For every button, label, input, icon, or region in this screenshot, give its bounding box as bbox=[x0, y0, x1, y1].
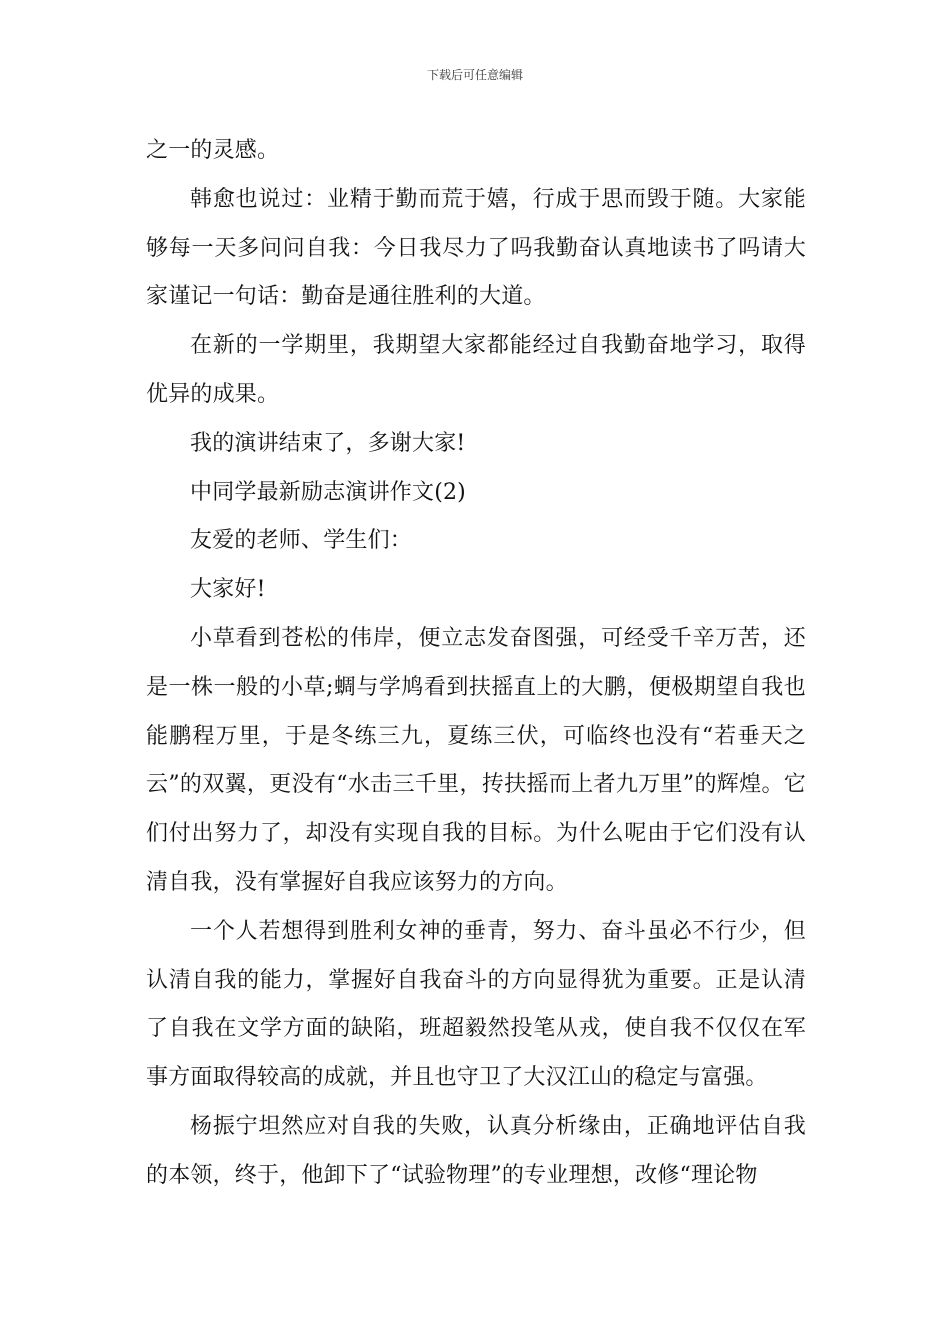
paragraph: 韩愈也说过：业精于勤而荒于嬉，行成于思而毁于随。大家能够每一天多问问自我：今日我尽力了吗我勤奋认真地读书了吗请大家谨记一句话：勤奋是通往胜利的大道。 bbox=[146, 186, 806, 310]
greeting: 大家好! bbox=[190, 577, 266, 603]
page-header: 下载后可任意编辑 bbox=[426, 68, 523, 82]
paragraph: 小草看到苍松的伟岸，便立志发奋图强，可经受千辛万苦，还是一株一般的小草;蜩与学鸠看到扶摇直上的大鹏，便极期望自我也能鹏程万里，于是冬练三九，夏练三伏，可临终也没有“若垂天之云”的双翼，更没有“水击三千里，抟扶摇而上者九万里”的辉煌。它们付出努力了，却没有实现自我的目标。为什么呢由于它们没有认清自我，没有掌握好自我应该努力的方向。 bbox=[146, 625, 806, 895]
paragraph: 我的演讲结束了，多谢大家! bbox=[190, 430, 466, 456]
document-body bbox=[146, 127, 806, 1201]
salutation: 友爱的老师、学生们： bbox=[190, 528, 413, 554]
paragraph: 之一的灵感。 bbox=[146, 138, 280, 163]
section-title: 中同学最新励志演讲作文(2) bbox=[190, 479, 466, 505]
paragraph: 一个人若想得到胜利女神的垂青，努力、奋斗虽必不行少，但认清自我的能力，掌握好自我奋斗的方向显得犹为重要。正是认清了自我在文学方面的缺陷，班超毅然投笔从戎，使自我不仅仅在军事方面取得较高的成就，并且也守卫了大汉江山的稳定与富强。 bbox=[146, 918, 806, 1091]
paragraph: 在新的一学期里，我期望大家都能经过自我勤奋地学习，取得优异的成果。 bbox=[146, 333, 806, 407]
paragraph: 杨振宁坦然应对自我的失败，认真分析缘由，正确地评估自我的本领，终于，他卸下了“试验物理”的专业理想，改修“理论物 bbox=[146, 1113, 806, 1188]
